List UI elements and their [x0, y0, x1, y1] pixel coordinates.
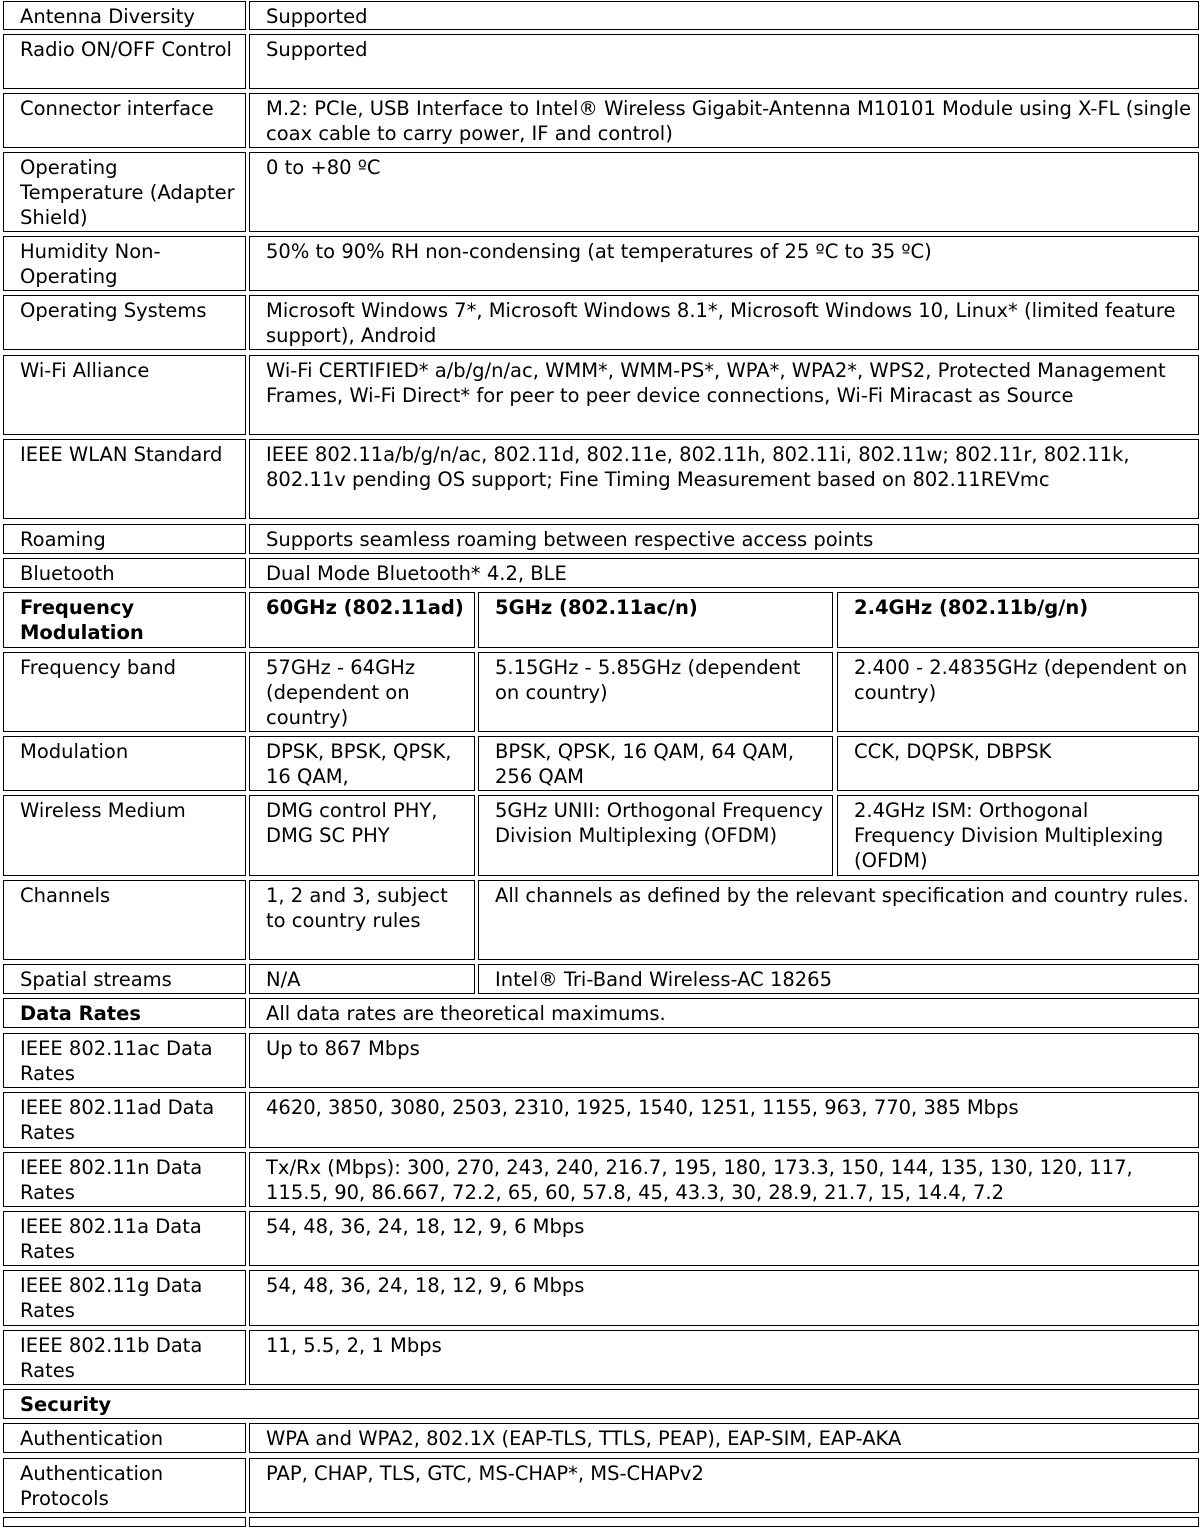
wireless-medium-60ghz: DMG control PHY, DMG SC PHY	[249, 795, 475, 876]
authentication-protocols-label: Authentication Protocols	[3, 1458, 246, 1513]
truncated-row-value	[249, 1517, 1199, 1527]
freq-header-24ghz: 2.4GHz (802.11b/g/n)	[837, 592, 1199, 648]
modulation-24ghz: CCK, DQPSK, DBPSK	[837, 736, 1199, 791]
a-data-rates-label: IEEE 802.11a Data Rates	[3, 1211, 246, 1266]
wifi-alliance-label: Wi-Fi Alliance	[3, 355, 246, 435]
bluetooth-label: Bluetooth	[3, 558, 246, 588]
ieee-wlan-standard-value: IEEE 802.11a/b/g/n/ac, 802.11d, 802.11e, 802.11h, 802.11i, 802.11w; 802.11r, 802.11k, 802.11v pending OS support; Fine Timing Measurement based on 802.11REVmc	[249, 439, 1199, 519]
data-rates-note: All data rates are theoretical maximums.	[249, 998, 1199, 1028]
truncated-row-label	[3, 1517, 246, 1527]
wireless-medium-label: Wireless Medium	[3, 795, 246, 876]
modulation-label: Modulation	[3, 736, 246, 791]
frequency-band-5ghz: 5.15GHz - 5.85GHz (dependent on country)	[478, 652, 833, 732]
b-data-rates-value: 11, 5.5, 2, 1 Mbps	[249, 1330, 1199, 1385]
bluetooth-value: Dual Mode Bluetooth* 4.2, BLE	[249, 558, 1199, 588]
security-header: Security	[3, 1389, 1199, 1419]
humidity-value: 50% to 90% RH non-condensing (at temperatures of 25 ºC to 35 ºC)	[249, 236, 1199, 291]
authentication-protocols-value: PAP, CHAP, TLS, GTC, MS-CHAP*, MS-CHAPv2	[249, 1458, 1199, 1513]
wifi-alliance-value: Wi-Fi CERTIFIED* a/b/g/n/ac, WMM*, WMM-PS*, WPA*, WPA2*, WPS2, Protected Management Frames, Wi-Fi Direct* for peer to peer device connections, Wi-Fi Miracast as Source	[249, 355, 1199, 435]
a-data-rates-value: 54, 48, 36, 24, 18, 12, 9, 6 Mbps	[249, 1211, 1199, 1266]
wireless-medium-24ghz: 2.4GHz ISM: Orthogonal Frequency Division Multiplexing (OFDM)	[837, 795, 1199, 876]
frequency-band-24ghz: 2.400 - 2.4835GHz (dependent on country)	[837, 652, 1199, 732]
operating-temperature-value: 0 to +80 ºC	[249, 152, 1199, 232]
antenna-diversity-label: Antenna Diversity	[3, 1, 246, 30]
radio-control-label: Radio ON/OFF Control	[3, 34, 246, 89]
n-data-rates-label: IEEE 802.11n Data Rates	[3, 1152, 246, 1207]
channels-other-bands: All channels as defined by the relevant specification and country rules.	[478, 880, 1199, 960]
connector-interface-label: Connector interface	[3, 93, 246, 148]
frequency-band-60ghz: 57GHz - 64GHz (dependent on country)	[249, 652, 475, 732]
g-data-rates-label: IEEE 802.11g Data Rates	[3, 1270, 246, 1326]
data-rates-header: Data Rates	[3, 998, 246, 1028]
ad-data-rates-label: IEEE 802.11ad Data Rates	[3, 1092, 246, 1148]
frequency-modulation-header: Frequency Modulation	[3, 592, 246, 648]
channels-60ghz: 1, 2 and 3, subject to country rules	[249, 880, 475, 960]
frequency-band-label: Frequency band	[3, 652, 246, 732]
authentication-label: Authentication	[3, 1423, 246, 1453]
g-data-rates-value: 54, 48, 36, 24, 18, 12, 9, 6 Mbps	[249, 1270, 1199, 1326]
operating-systems-label: Operating Systems	[3, 295, 246, 350]
modulation-5ghz: BPSK, QPSK, 16 QAM, 64 QAM, 256 QAM	[478, 736, 833, 791]
authentication-value: WPA and WPA2, 802.1X (EAP-TLS, TTLS, PEAP), EAP-SIM, EAP-AKA	[249, 1423, 1199, 1453]
channels-label: Channels	[3, 880, 246, 960]
radio-control-value: Supported	[249, 34, 1199, 89]
antenna-diversity-value: Supported	[249, 1, 1199, 30]
spatial-streams-other-bands: Intel® Tri-Band Wireless-AC 18265	[478, 964, 1199, 994]
connector-interface-value: M.2: PCIe, USB Interface to Intel® Wireless Gigabit-Antenna M10101 Module using X-FL (single coax cable to carry power, IF and control)	[249, 93, 1199, 148]
ac-data-rates-value: Up to 867 Mbps	[249, 1033, 1199, 1088]
operating-temperature-label: Operating Temperature (Adapter Shield)	[3, 152, 246, 232]
freq-header-5ghz: 5GHz (802.11ac/n)	[478, 592, 833, 648]
roaming-value: Supports seamless roaming between respective access points	[249, 524, 1199, 554]
ac-data-rates-label: IEEE 802.11ac Data Rates	[3, 1033, 246, 1088]
b-data-rates-label: IEEE 802.11b Data Rates	[3, 1330, 246, 1385]
freq-header-60ghz: 60GHz (802.11ad)	[249, 592, 475, 648]
modulation-60ghz: DPSK, BPSK, QPSK, 16 QAM,	[249, 736, 475, 791]
ieee-wlan-standard-label: IEEE WLAN Standard	[3, 439, 246, 519]
roaming-label: Roaming	[3, 524, 246, 554]
humidity-label: Humidity Non-Operating	[3, 236, 246, 291]
spatial-streams-label: Spatial streams	[3, 964, 246, 994]
spatial-streams-60ghz: N/A	[249, 964, 475, 994]
n-data-rates-value: Tx/Rx (Mbps): 300, 270, 243, 240, 216.7, 195, 180, 173.3, 150, 144, 135, 130, 120, 117, 115.5, 90, 86.667, 72.2, 65, 60, 57.8, 45, 43.3, 30, 28.9, 21.7, 15, 14.4, 7.2	[249, 1152, 1199, 1207]
operating-systems-value: Microsoft Windows 7*, Microsoft Windows 8.1*, Microsoft Windows 10, Linux* (limited feature support), Android	[249, 295, 1199, 350]
ad-data-rates-value: 4620, 3850, 3080, 2503, 2310, 1925, 1540, 1251, 1155, 963, 770, 385 Mbps	[249, 1092, 1199, 1148]
wireless-medium-5ghz: 5GHz UNII: Orthogonal Frequency Division Multiplexing (OFDM)	[478, 795, 833, 876]
